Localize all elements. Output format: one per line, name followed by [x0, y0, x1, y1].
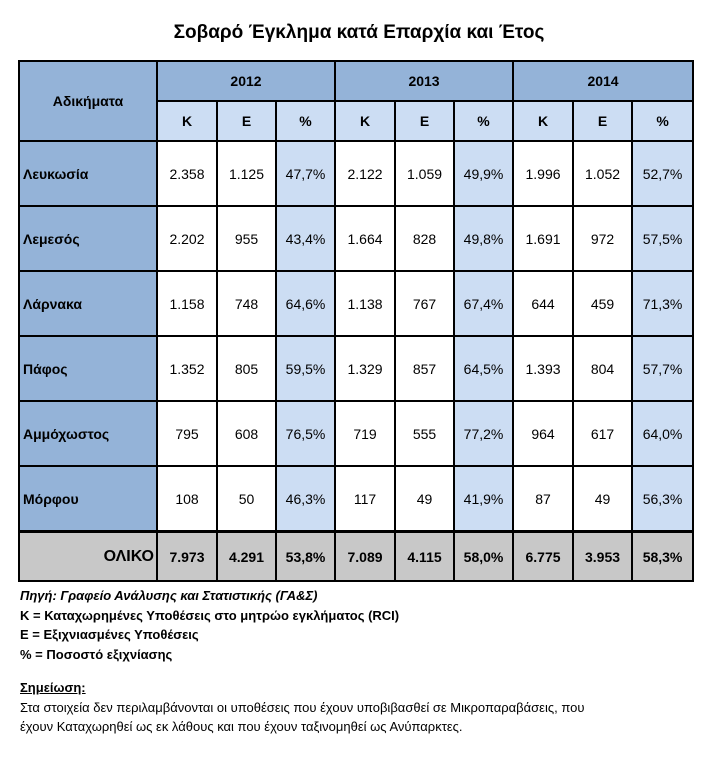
table-cell: 608 — [217, 401, 276, 466]
total-cell: 3.953 — [573, 532, 632, 582]
row-label: Λεμεσός — [19, 206, 157, 271]
table-cell: 1.996 — [513, 141, 573, 206]
row-label: Πάφος — [19, 336, 157, 401]
total-cell: 58,0% — [454, 532, 513, 582]
table-cell: 57,5% — [632, 206, 693, 271]
table-cell: 1.329 — [335, 336, 395, 401]
table-cell: 77,2% — [454, 401, 513, 466]
pct-definition: % = Ποσοστό εξιχνίασης — [20, 646, 173, 662]
subheader-2012-e: Ε — [217, 101, 276, 141]
table-cell: 41,9% — [454, 466, 513, 532]
table-cell: 1.352 — [157, 336, 217, 401]
table-cell: 76,5% — [276, 401, 335, 466]
row-label: Μόρφου — [19, 466, 157, 532]
table-cell: 52,7% — [632, 141, 693, 206]
total-cell: 4.115 — [395, 532, 454, 582]
total-cell: 6.775 — [513, 532, 573, 582]
table-cell: 1.691 — [513, 206, 573, 271]
table-cell: 57,7% — [632, 336, 693, 401]
offences-header: Αδικήματα — [19, 61, 157, 141]
remark-line-1: Στα στοιχεία δεν περιλαμβάνονται οι υποθέσεις που έχουν υποβιβασθεί σε Μικροπαραβάσεις, που — [20, 699, 585, 715]
table-cell: 64,0% — [632, 401, 693, 466]
table-row — [19, 336, 693, 401]
subheader-2012-k: Κ — [157, 101, 217, 141]
table-row — [19, 466, 693, 532]
subheader-2014-e: Ε — [573, 101, 632, 141]
subheader-2012-pct: % — [276, 101, 335, 141]
table-cell: 1.052 — [573, 141, 632, 206]
row-label: Λάρνακα — [19, 271, 157, 336]
table-cell: 955 — [217, 206, 276, 271]
table-cell: 71,3% — [632, 271, 693, 336]
table-cell: 2.202 — [157, 206, 217, 271]
table-row — [19, 141, 693, 206]
total-row — [19, 532, 693, 582]
table-cell: 47,7% — [276, 141, 335, 206]
year-header-2012: 2012 — [157, 61, 335, 101]
table-cell: 1.059 — [395, 141, 454, 206]
table-row — [19, 401, 693, 466]
row-label: Λευκωσία — [19, 141, 157, 206]
table-cell: 59,5% — [276, 336, 335, 401]
table-cell: 857 — [395, 336, 454, 401]
year-header-2013: 2013 — [335, 61, 513, 101]
subheader-2013-pct: % — [454, 101, 513, 141]
total-cell: 4.291 — [217, 532, 276, 582]
table-row — [19, 206, 693, 271]
table-cell: 1.393 — [513, 336, 573, 401]
subheader-2014-pct: % — [632, 101, 693, 141]
total-cell: 7.973 — [157, 532, 217, 582]
table-cell: 767 — [395, 271, 454, 336]
notes — [20, 586, 700, 737]
remark-label: Σημείωση: — [20, 680, 86, 695]
table-row — [19, 271, 693, 336]
subheader-2013-e: Ε — [395, 101, 454, 141]
table-cell: 644 — [513, 271, 573, 336]
table-cell: 49,8% — [454, 206, 513, 271]
table-cell: 719 — [335, 401, 395, 466]
table-cell: 804 — [573, 336, 632, 401]
source-note: Πηγή: Γραφείο Ανάλυσης και Στατιστικής (ΓΑ&Σ) — [20, 588, 318, 603]
table-cell: 1.158 — [157, 271, 217, 336]
table-cell: 805 — [217, 336, 276, 401]
remark-line-2: έχουν Καταχωρηθεί ως εκ λάθους και που έχουν ταξινομηθεί ως Ανύπαρκτες. — [20, 719, 463, 734]
subheader-2014-k: Κ — [513, 101, 573, 141]
table-cell: 117 — [335, 466, 395, 532]
table-cell: 50 — [217, 466, 276, 532]
table-cell: 748 — [217, 271, 276, 336]
table-cell: 972 — [573, 206, 632, 271]
table-cell: 617 — [573, 401, 632, 466]
crime-table — [18, 60, 694, 582]
total-cell: 58,3% — [632, 532, 693, 582]
table-cell: 1.138 — [335, 271, 395, 336]
table-cell: 964 — [513, 401, 573, 466]
table-cell: 555 — [395, 401, 454, 466]
table-cell: 67,4% — [454, 271, 513, 336]
table-cell: 2.122 — [335, 141, 395, 206]
table-cell: 43,4% — [276, 206, 335, 271]
total-cell: 53,8% — [276, 532, 335, 582]
table-cell: 828 — [395, 206, 454, 271]
table-cell: 87 — [513, 466, 573, 532]
table-cell: 46,3% — [276, 466, 335, 532]
table-cell: 795 — [157, 401, 217, 466]
table-cell: 49 — [395, 466, 454, 532]
table-cell: 1.125 — [217, 141, 276, 206]
subheader-2013-k: Κ — [335, 101, 395, 141]
table-cell: 64,5% — [454, 336, 513, 401]
table-cell: 56,3% — [632, 466, 693, 532]
e-definition: Ε = Εξιχνιασμένες Υποθέσεις — [20, 627, 199, 642]
table-cell: 459 — [573, 271, 632, 336]
row-label: Αμμόχωστος — [19, 401, 157, 466]
page-title: Σοβαρό Έγκλημα κατά Επαρχία και Έτος — [173, 22, 545, 43]
table-cell: 49,9% — [454, 141, 513, 206]
k-definition: Κ = Καταχωρημένες Υποθέσεις στο μητρώο εγκλήματος (RCI) — [20, 607, 400, 623]
year-header-2014: 2014 — [513, 61, 693, 101]
table-cell: 108 — [157, 466, 217, 532]
table-cell: 1.664 — [335, 206, 395, 271]
total-label: ΟΛΙΚΟ — [19, 532, 157, 582]
table-cell: 49 — [573, 466, 632, 532]
table-cell: 2.358 — [157, 141, 217, 206]
table-cell: 64,6% — [276, 271, 335, 336]
total-cell: 7.089 — [335, 532, 395, 582]
